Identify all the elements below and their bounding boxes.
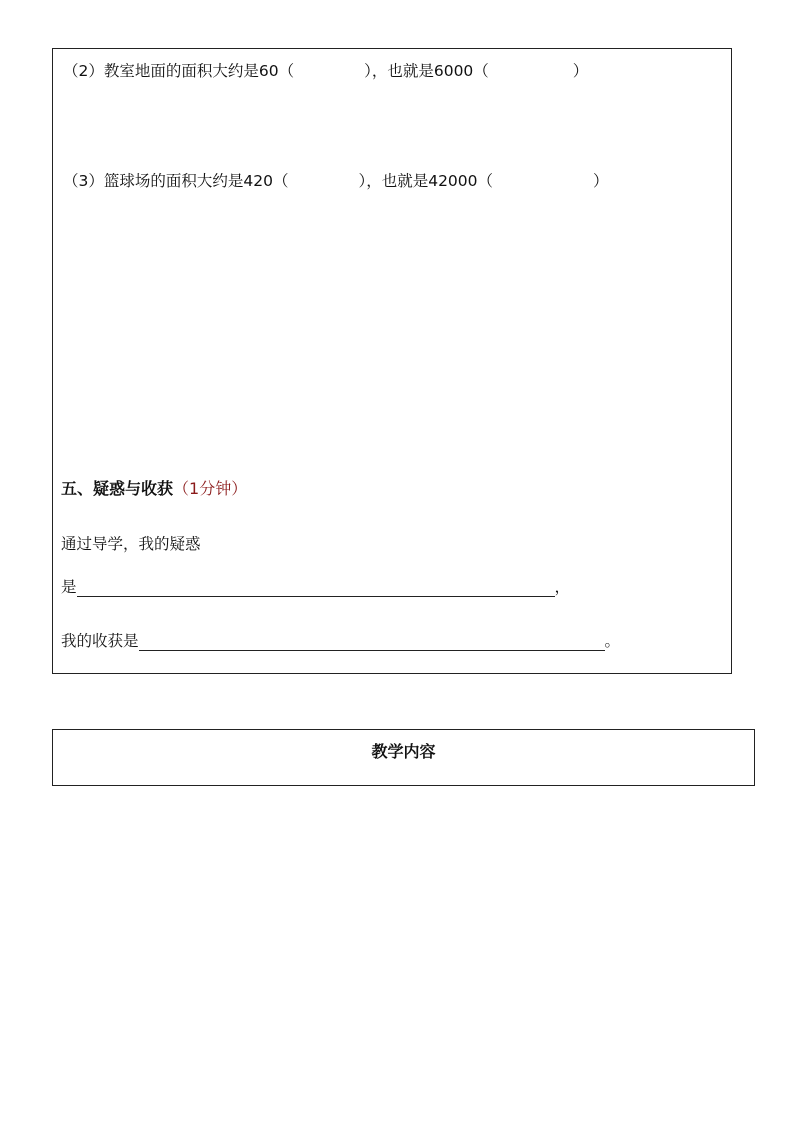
section-heading bbox=[61, 479, 247, 499]
doubt-prefix: 是 bbox=[61, 578, 77, 596]
question-2-middle: ），也就是6000（ bbox=[364, 62, 489, 80]
question-2-suffix: ） bbox=[572, 62, 589, 80]
question-3-suffix: ） bbox=[593, 172, 609, 190]
section-time: （1分钟） bbox=[173, 479, 248, 498]
question-3 bbox=[63, 171, 609, 191]
worksheet-box bbox=[52, 48, 732, 674]
doubt-answer-field[interactable] bbox=[77, 578, 555, 597]
doubt-line bbox=[61, 577, 570, 597]
question-3-middle: ），也就是42000（ bbox=[358, 172, 494, 190]
doubt-suffix: ， bbox=[554, 578, 571, 596]
question-2 bbox=[63, 61, 588, 81]
teaching-content-box bbox=[52, 729, 755, 786]
teaching-content-title: 教学内容 bbox=[371, 742, 436, 761]
question-2-prefix: （2）教室地面的面积大约是60（ bbox=[63, 62, 295, 80]
gain-answer-field[interactable] bbox=[139, 632, 605, 651]
question-3-prefix: （3）篮球场的面积大约是420（ bbox=[63, 172, 289, 190]
gain-line bbox=[61, 631, 620, 651]
gain-prefix: 我的收获是 bbox=[61, 632, 139, 650]
section-title: 五、疑惑与收获 bbox=[61, 479, 174, 498]
doubt-intro: 通过导学，我的疑惑 bbox=[61, 535, 201, 553]
gain-suffix: 。 bbox=[604, 632, 621, 650]
